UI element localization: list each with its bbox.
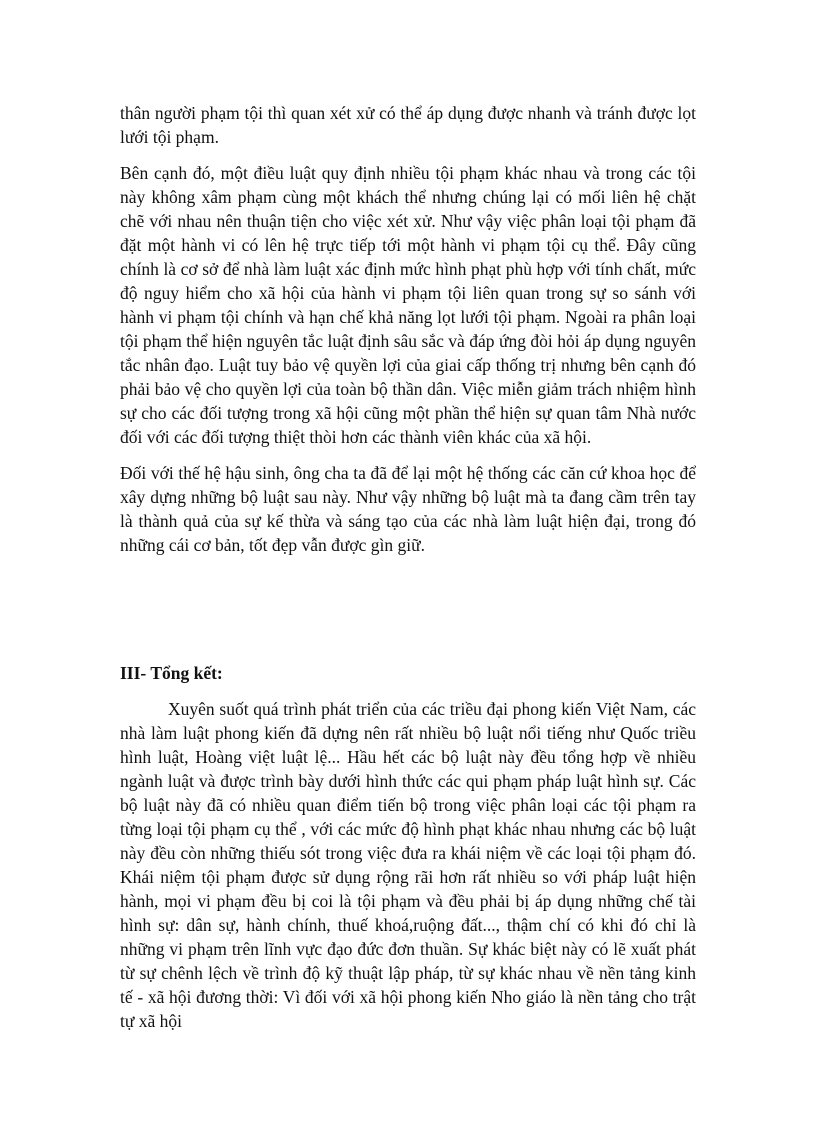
paragraph-summary: Xuyên suốt quá trình phát triển của các triều đại phong kiến Việt Nam, các nhà làm luật phong kiến đã dựng nên rất nhiều bộ luật nổi tiếng như Quốc triều hình luật, Hoàng việt luật lệ... Hầu hết các bộ luật này đều tổng hợp về nhiều ngành luật và được trình bày dưới hình thức các qui phạm pháp luật hình sự. Các bộ luật này đã có nhiều quan điểm tiến bộ trong việc phân loại các tội phạm ra từng loại tội phạm cụ thể , với các mức độ hình phạt khác nhau nhưng các bộ luật này đều còn những thiếu sót trong việc đưa ra khái niệm về các loại tội phạm đó. Khái niệm tội phạm được sử dụng rộng rãi hơn rất nhiều so với pháp luật hiện hành, mọi vi phạm đều bị coi là tội phạm và đều phải bị áp dụng những chế tài hình sự: dân sự, hành chính, thuế khoá,ruộng đất..., thậm chí có khi đó chỉ là những vi phạm trên lĩnh vực đạo đức đơn thuần. Sự khác biệt này có lẽ xuất phát từ sự chênh lệch về trình độ kỹ thuật lập pháp, từ sự khác nhau về nền tảng kinh tế - xã hội đương thời: Vì đối với xã hội phong kiến Nho giáo là nền tảng cho trật tự xã hội [120, 699, 696, 1031]
paragraph-legacy: Đối với thế hệ hậu sinh, ông cha ta đã để lại một hệ thống các căn cứ khoa học để xây dựng những bộ luật sau này. Như vậy những bộ luật mà ta đang cầm trên tay là thành quả của sự kế thừa và sáng tạo của các nhà làm luật hiện đại, trong đó những cái cơ bản, tốt đẹp vẫn được gìn giữ. [120, 463, 696, 555]
document-body [120, 101, 696, 1045]
paragraph-continuation: thân người phạm tội thì quan xét xử có thể áp dụng được nhanh và tránh được lọt lưới tội phạm. [120, 103, 696, 147]
section-heading: III- Tổng kết: [120, 663, 223, 683]
section-spacer [120, 569, 696, 661]
paragraph-crime-classification: Bên cạnh đó, một điều luật quy định nhiều tội phạm khác nhau và trong các tội này không xâm phạm cùng một khách thể nhưng chúng lại có mối liên hệ chặt chẽ với nhau nên thuận tiện cho việc xét xử. Như vậy việc phân loại tội phạm đã đặt một hành vi có lên hệ trực tiếp tới một hành vi phạm tội cụ thể. Đây cũng chính là cơ sở để nhà làm luật xác định mức hình phạt phù hợp với tính chất, mức độ nguy hiểm cho xã hội của hành vi phạm tội liên quan trong sự so sánh với hành vi phạm tội chính và hạn chế khả năng lọt lưới tội phạm. Ngoài ra phân loại tội phạm thể hiện nguyên tắc luật định sâu sắc và đáp ứng đòi hỏi áp dụng nguyên tắc nhân đạo. Luật tuy bảo vệ quyền lợi của giai cấp thống trị nhưng bên cạnh đó phải bảo vệ cho quyền lợi của toàn bộ thần dân. Việc miễn giảm trách nhiệm hình sự cho các đối tượng trong xã hội cũng một phần thể hiện sự quan tâm Nhà nước đối với các đối tượng thiệt thòi hơn các thành viên khác của xã hội. [120, 163, 696, 447]
